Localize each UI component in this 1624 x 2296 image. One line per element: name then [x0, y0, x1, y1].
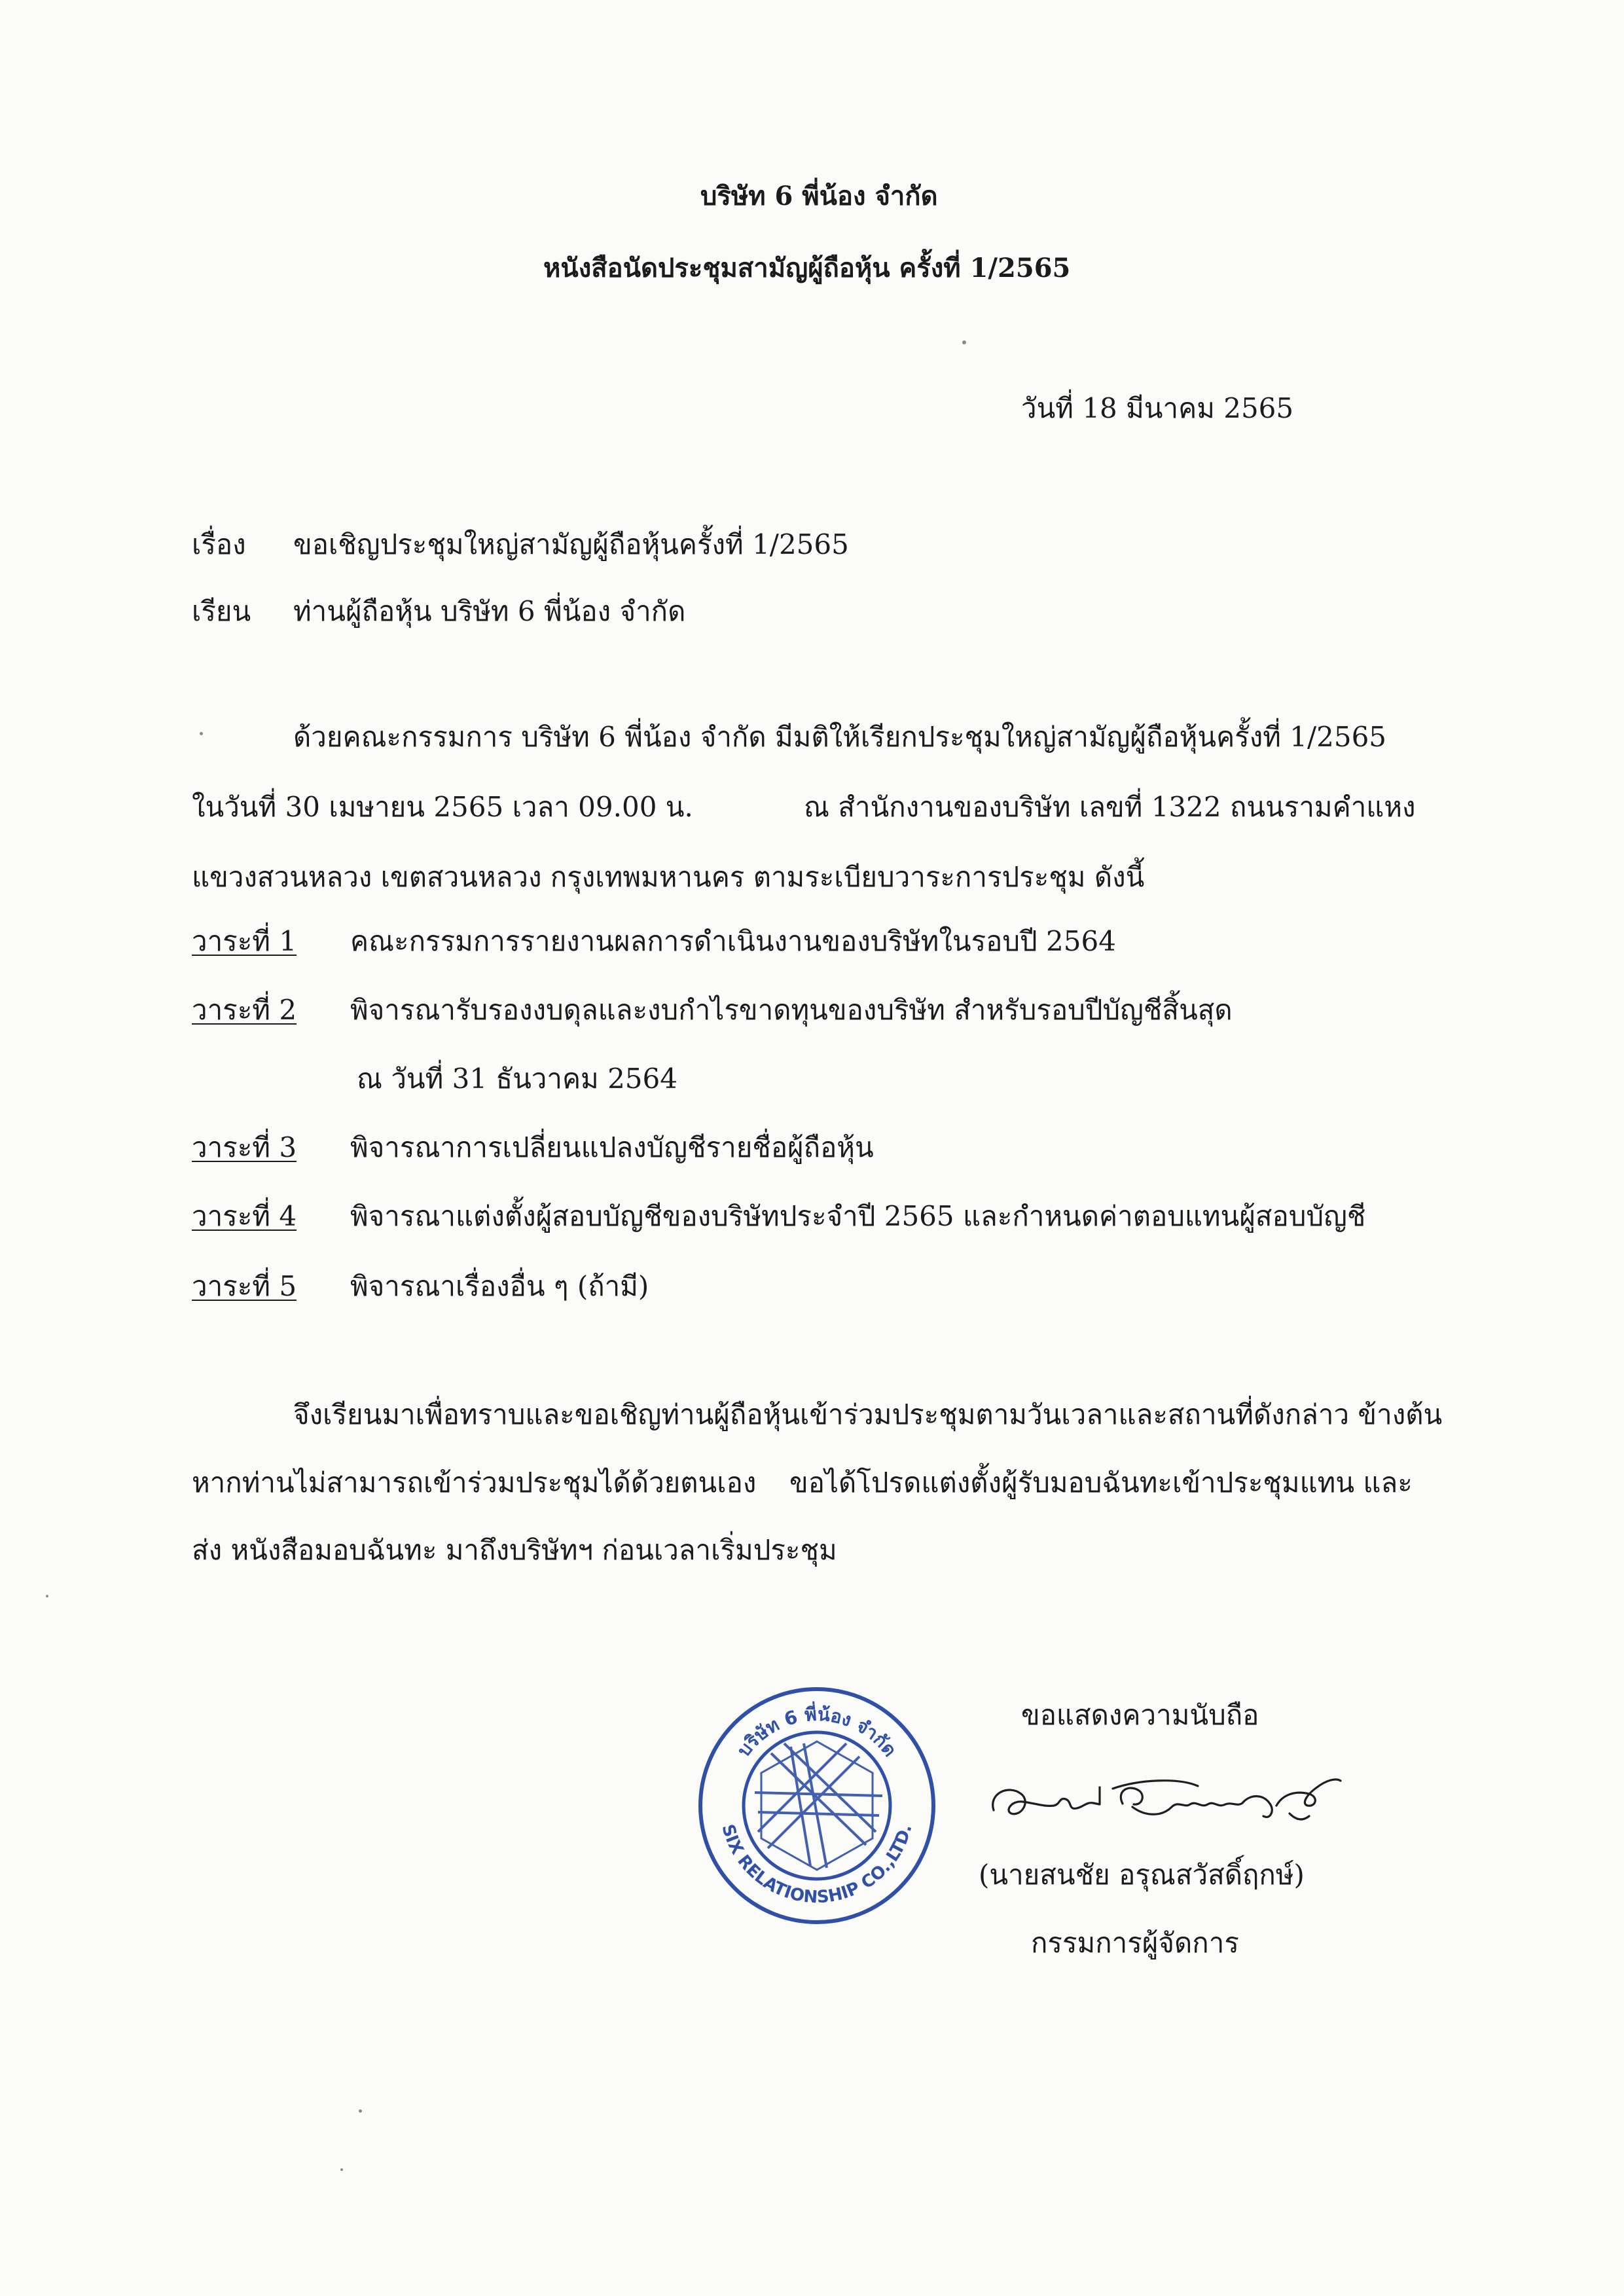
body-line-2-date: ในวันที่ 30 เมษายน 2565 เวลา 09.00 น. [192, 791, 693, 823]
document-title: หนังสือนัดประชุมสามัญผู้ถือหุ้น ครั้งที่ 1/2565 [543, 253, 1071, 283]
scan-speck [200, 732, 203, 735]
scan-speck [962, 340, 966, 344]
regards-text: ขอแสดงความนับถือ [1021, 1699, 1259, 1731]
body-line-3: แขวงสวนหลวง เขตสวนหลวง กรุงเทพมหานคร ตามระเบียบวาระการประชุม ดังนี้ [192, 861, 1145, 893]
closing-line-1: จึงเรียนมาเพื่อทราบและขอเชิญท่านผู้ถือหุ้นเข้าร่วมประชุมตามวันเวลาและสถานที่ดังกล่าว ข้างต้น [293, 1398, 1443, 1430]
stamp-top-text: บริษัท 6 พี่น้อง จำกัด [732, 1703, 901, 1761]
closing-line-2b: ขอได้โปรดแต่งตั้งผู้รับมอบฉันทะเข้าประชุมแทน และ [789, 1467, 1413, 1499]
agenda-4-text: พิจารณาแต่งตั้งผู้สอบบัญชีของบริษัทประจำปี 2565 และกำหนดค่าตอบแทนผู้สอบบัญชี [350, 1200, 1366, 1232]
recipient-text: ท่านผู้ถือหุ้น บริษัท 6 พี่น้อง จำกัด [293, 595, 686, 627]
scan-speck [46, 1595, 48, 1597]
recipient-label: เรียน [192, 595, 251, 627]
body-line-1: ด้วยคณะกรรมการ บริษัท 6 พี่น้อง จำกัด มีมติให้เรียกประชุมใหญ่สามัญผู้ถือหุ้นครั้งที่ 1/2565 [293, 721, 1387, 753]
stamp-bottom-text: SIX RELATIONSHIP CO.,LTD. [717, 1822, 916, 1908]
signatory-position: กรรมการผู้จัดการ [1031, 1927, 1239, 1959]
agenda-1-label: วาระที่ 1 [192, 925, 297, 957]
agenda-5-label: วาระที่ 5 [192, 1270, 297, 1302]
handwritten-signature [982, 1748, 1348, 1846]
subject-text: ขอเชิญประชุมใหญ่สามัญผู้ถือหุ้นครั้งที่ 1/2565 [293, 528, 849, 560]
subject-label: เรื่อง [192, 528, 246, 560]
agenda-5-text: พิจารณาเรื่องอื่น ๆ (ถ้ามี) [350, 1270, 649, 1302]
agenda-4-label: วาระที่ 4 [192, 1200, 297, 1232]
company-stamp [693, 1681, 941, 1930]
agenda-2-text: พิจารณารับรองงบดุลและงบกำไรขาดทุนของบริษัท สำหรับรอบปีบัญชีสิ้นสุด [350, 994, 1233, 1026]
letter-date: วันที่ 18 มีนาคม 2565 [1021, 392, 1294, 424]
agenda-3-text: พิจารณาการเปลี่ยนแปลงบัญชีรายชื่อผู้ถือหุ้น [350, 1131, 874, 1163]
company-name: บริษัท 6 พี่น้อง จำกัด [700, 181, 938, 211]
agenda-3-label: วาระที่ 3 [192, 1131, 297, 1163]
agenda-2-label: วาระที่ 2 [192, 994, 297, 1026]
agenda-1-text: คณะกรรมการรายงานผลการดำเนินงานของบริษัทในรอบปี 2564 [350, 925, 1116, 957]
closing-line-2a: หากท่านไม่สามารถเข้าร่วมประชุมได้ด้วยตนเอง [192, 1467, 757, 1499]
closing-line-3: ส่ง หนังสือมอบฉันทะ มาถึงบริษัทฯ ก่อนเวลาเริ่มประชุม [192, 1534, 837, 1566]
signatory-name: (นายสนชัย อรุณสวัสดิ์ฤกษ์) [979, 1859, 1305, 1891]
body-line-2-place: ณ สำนักงานของบริษัท เลขที่ 1322 ถนนรามคำแหง [804, 791, 1416, 823]
agenda-2-continuation: ณ วันที่ 31 ธันวาคม 2564 [357, 1063, 677, 1095]
scan-speck [340, 2168, 343, 2171]
scan-speck [359, 2109, 362, 2113]
